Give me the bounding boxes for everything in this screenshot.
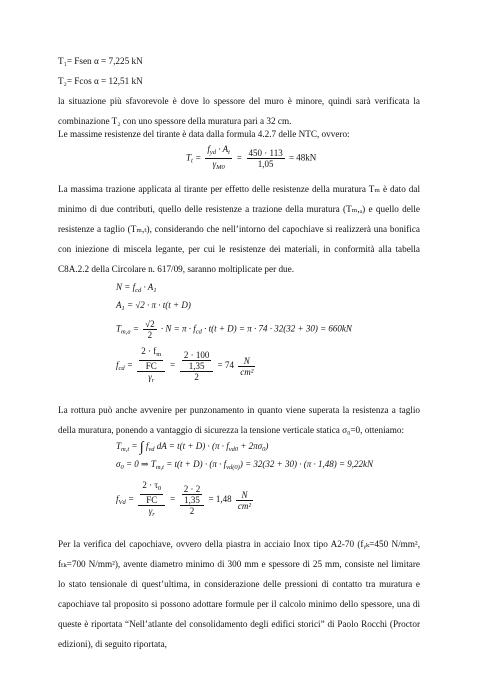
formula-result: = 74 [217, 360, 234, 371]
formula-symbol: T [116, 323, 122, 334]
text-line: La rottura può anche avvenire per punzonamento in quanto viene superata la resistenza a taglio [58, 405, 420, 415]
fraction [236, 490, 253, 511]
formula-symbol: · t(t + D) = π · 74 · 32(32 + 30) = 660kN [201, 323, 352, 334]
text-line: lo stato tensionale di quest’ultima, in considerazione delle pressioni di contatto tra muratura e [58, 579, 420, 589]
formula-symbol: 2 · τ [142, 480, 158, 490]
fraction-denominator: 1,05 [257, 159, 274, 169]
text-line: Le massime resistenze del tirante è data dalla formula 4.2.7 delle NTC, ovvero: [58, 129, 350, 139]
formula-symbol: f [116, 494, 119, 505]
fraction-denominator: FC [145, 361, 157, 371]
formula-symbol: · N = π · f [160, 323, 196, 334]
formula-a1: $A_1 = √2 \cdot \pi \cdot t(t + D)$ [116, 300, 191, 312]
formula-symbol: γ [148, 372, 152, 382]
formula-symbol: T [116, 441, 122, 451]
text-line: con iniezione di miscela legante, per cui le resistenze dei materiali, in conformità alla tabella [58, 244, 420, 254]
fraction-denominator: 1,35 [188, 361, 205, 371]
text-line: della muratura, ponendo a vantaggio di sicurezza la tensione verticale statica σ₀=0, otteniamo: [58, 425, 404, 435]
formula-symbol: f [207, 144, 210, 154]
formula-symbol: ) [265, 441, 269, 451]
text-line: Per la verifica del capochiave, ovvero della piastra in acciaio Inox tipo A2-70 (fᵧₖ=450 N/mm², [58, 539, 420, 549]
text-line: fₜₖ=700 N/mm²), avente diametro minimo di 300 mm e spessore di 25 mm, consiste nel limitare [58, 559, 420, 569]
fraction-denominator: 2 [147, 330, 153, 340]
fraction: $\frac{f_{yd} \cdot A_t}{\gamma_{M0}}$ [207, 144, 230, 171]
text-line: minimo di due contributi, quello delle resistenze a trazione della muratura (Tₘ,ₐ) e quello delle [58, 204, 420, 214]
text-line: T₂= Fcos α = 12,51 kN [58, 76, 143, 86]
text-line: la situazione più sfavorevole è dove lo spessore del muro è minore, quindi sarà verificata la [58, 96, 420, 106]
formula-symbol: γ [212, 159, 217, 169]
formula-symbol: N = f [116, 282, 136, 292]
unit-denominator: cm² [237, 500, 252, 511]
fraction [143, 319, 156, 340]
text-line: T₁= Fsen α = 7,225 kN [58, 56, 143, 66]
formula-result: = 1,48 [208, 494, 232, 505]
formula-symbol: γ [148, 506, 153, 516]
formula-symbol: f [143, 441, 149, 451]
formula-symbol: A [116, 300, 122, 310]
fraction [180, 484, 205, 516]
unit-denominator: cm² [240, 366, 254, 377]
formula-symbol: · A [141, 282, 154, 292]
formula-symbol: = √2 · π · t(t + D) [124, 300, 191, 310]
formula-symbol: f [116, 360, 119, 371]
text-line: edizioni), di seguito riportata, [58, 639, 167, 649]
formula-symbol: = t(t + D) · (π · f [163, 459, 227, 469]
unit-numerator: N [236, 490, 253, 501]
formula-fvd: $f_{Vd}$ = $\frac{\frac{2 \cdot \tau_0}{FC}}{\gamma_r}$ = $\frac{\frac{2 \cdot 2}{1,35}}{2}$ = 1,48 $\frac{N}{\text{cm²}}$ [116, 480, 252, 518]
text-line: capochiave tal proposito si possono adottare formule per il calcolo minimo dello spessore, una di [58, 599, 420, 609]
fraction-numerator: 2 · 100 [183, 350, 210, 360]
fraction [247, 148, 285, 169]
text-line: C8A.2.2 della Circolare n. 617/09, saranno moltiplicate per due. [58, 264, 295, 274]
formula-n: $N = f_{cd} \cdot A_1$ [116, 282, 157, 294]
formula-tmt: $T_{m,t}$ = ∫ $f_{vd}$ dA = $t(t + D) \cdot (\pi \cdot f_{vd0} + 2\pi\sigma_0)$ [116, 440, 269, 455]
formula-symbol: T [186, 152, 192, 163]
formula-tt: $T_t$ = $\frac{f_{yd} \cdot A_t}{\gamma_{M0}}$ = $\frac{450 \cdot 113}{1,05}$ = 48kN [186, 144, 317, 171]
fraction-denominator: 2 [189, 506, 195, 516]
formula-symbol: ) = 32(32 + 30) · (π · 1,48) = 9,22kN [239, 459, 374, 469]
fraction: $\frac{\frac{2 \cdot f_m}{FC}}{\gamma_r}$ [137, 346, 165, 386]
formula-sigma0: $\sigma_0 = 0$ ⇒ $T_{m,t} = t(t + D) \cdot (\pi \cdot f_{vd(0)}) = 32(32 + 30) \cdot (\pi \cdot 1,48) = 9,22kN$ [116, 459, 374, 471]
integral-icon: ∫ [139, 440, 144, 455]
formula-tma: $T_{m,a}$ = $\frac{√2}{2}$ · $N = \pi \cdot f_{cd} \cdot t(t + D) = \pi \cdot 74 \cdot 32(32 + 30) = 660kN$ [116, 319, 352, 340]
fraction-denominator: 2 [194, 372, 199, 382]
unit-numerator: N [238, 356, 255, 367]
text-line: combinazione T₂ con uno spessore della muratura pari a 32 cm. [58, 116, 292, 126]
formula-fcd: $f_{cd}$ = $\frac{\frac{2 \cdot f_m}{FC}}{\gamma_r}$ = $\frac{\frac{2 \cdot 100}{1,35}}{2}$ = 74 $\frac{N}{\text{cm²}}$ [116, 346, 254, 384]
text-line: La massima trazione applicata al tirante per effetto delle resistenze della muratura Tₘ è dato dal [58, 184, 420, 194]
formula-symbol: = 0 ⇒ T [123, 459, 156, 469]
formula-result: = 48kN [288, 152, 317, 163]
formula-symbol: σ [116, 459, 121, 469]
fraction-numerator: √2 [145, 319, 155, 329]
fraction-denominator: 1,35 [184, 495, 200, 505]
fraction-denominator: FC [146, 495, 158, 505]
fraction: $\frac{\frac{2 \cdot \tau_0}{FC}}{\gamma_r}$ [138, 480, 165, 520]
fraction [180, 350, 214, 382]
fraction-numerator: 450 · 113 [248, 148, 283, 158]
text-line: resistenze a taglio (Tₘ,ₜ), considerando che nell’intorno del capochiave si realizzerà una bonifica [58, 224, 420, 234]
formula-symbol: 2 · f [141, 346, 157, 356]
formula-symbol: + 2πσ [238, 441, 263, 451]
fraction [238, 356, 255, 377]
fraction-numerator: 2 · 2 [183, 484, 201, 494]
text-line: queste è riportata “Nell’atlante del consolidamento degli edifici storici” di Paolo Rocchi (Proctor [58, 619, 420, 629]
formula-symbol: dA = t(t + D) · (π · f [154, 441, 229, 451]
